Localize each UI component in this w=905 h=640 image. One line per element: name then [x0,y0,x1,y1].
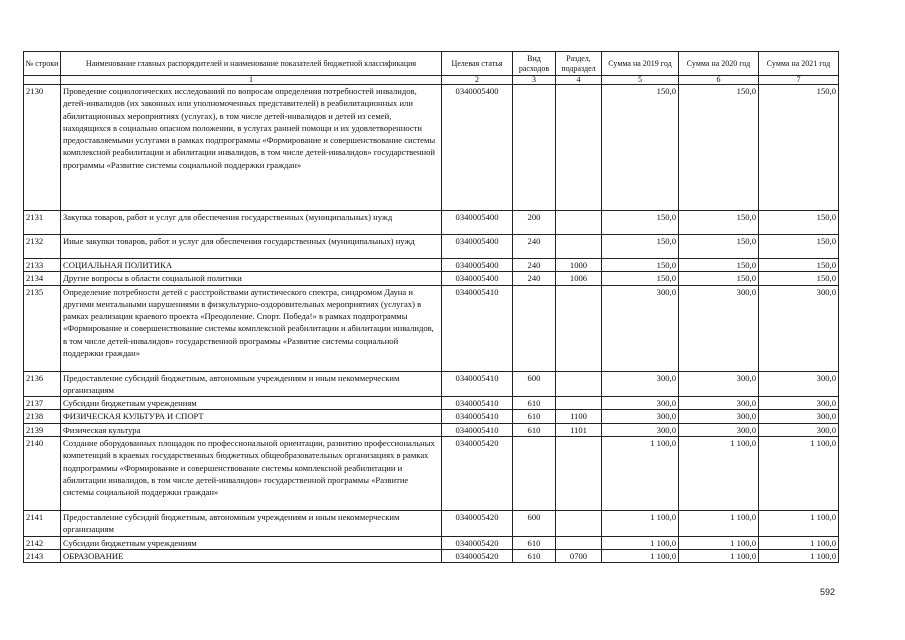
sum-2020: 1 100,0 [679,549,759,562]
row-number: 2134 [24,272,61,285]
sum-2021: 150,0 [759,259,839,272]
row-number: 2133 [24,259,61,272]
row-number: 2130 [24,85,61,211]
sum-2021: 1 100,0 [759,549,839,562]
section-code: 1006 [556,272,602,285]
expense-kind: 610 [513,549,556,562]
sum-2020: 1 100,0 [679,536,759,549]
row-name: Предоставление субсидий бюджетным, автономным учреждениям и иным некоммерческим организациям [61,511,442,537]
row-name: Иные закупки товаров, работ и услуг для обеспечения государственных (муниципальных) нужд [61,235,442,259]
table-row [24,423,839,436]
budget-table [23,51,839,563]
page-number: 592 [820,587,836,597]
sum-2019: 150,0 [602,272,679,285]
sum-2020: 300,0 [679,285,759,371]
expense-kind: 610 [513,397,556,410]
expense-kind: 610 [513,536,556,549]
sum-2021: 300,0 [759,371,839,397]
section-code [556,211,602,235]
section-code [556,235,602,259]
sum-2019: 300,0 [602,371,679,397]
target-code: 0340005420 [442,511,513,537]
expense-kind [513,285,556,371]
row-number: 2132 [24,235,61,259]
header-sum-2020: Сумма на 2020 год [679,52,759,76]
row-number: 2140 [24,437,61,511]
section-code: 1101 [556,423,602,436]
header-sum-2019: Сумма на 2019 год [602,52,679,76]
expense-kind: 600 [513,511,556,537]
target-code: 0340005420 [442,536,513,549]
row-number: 2142 [24,536,61,549]
row-name: СОЦИАЛЬНАЯ ПОЛИТИКА [61,259,442,272]
row-number: 2141 [24,511,61,537]
section-code [556,371,602,397]
row-number: 2139 [24,423,61,436]
expense-kind: 610 [513,410,556,423]
row-number: 2135 [24,285,61,371]
column-number: 4 [556,76,602,85]
sum-2020: 150,0 [679,211,759,235]
sum-2020: 150,0 [679,85,759,211]
target-code: 0340005400 [442,85,513,211]
table-row [24,259,839,272]
sum-2019: 1 100,0 [602,536,679,549]
column-number: 6 [679,76,759,85]
header-section: Раздел, подраздел [556,52,602,76]
expense-kind: 240 [513,259,556,272]
header-sum-2021: Сумма на 2021 год [759,52,839,76]
sum-2021: 150,0 [759,272,839,285]
column-number: 2 [442,76,513,85]
table-row [24,511,839,537]
row-name: Субсидии бюджетным учреждениям [61,397,442,410]
row-name: Создание оборудованных площадок по профессиональной ориентации, развитию профессиональных компетенций в краевых государственных бюджетных общеобразовательных организациях в рамках подпрограммы «Формирование и совершенствование системы комплексной реабилитации и абилитации инвалидов, в том числе детей-инвалидов» государственной программы «Развитие системы социальной поддержки граждан» [61,437,442,511]
column-number-row [24,76,839,85]
row-name: Закупка товаров, работ и услуг для обеспечения государственных (муниципальных) нужд [61,211,442,235]
row-name: Предоставление субсидий бюджетным, автономным учреждениям и иным некоммерческим организациям [61,371,442,397]
sum-2021: 300,0 [759,397,839,410]
section-code [556,85,602,211]
target-code: 0340005400 [442,272,513,285]
header-expense-kind: Вид расходов [513,52,556,76]
sum-2021: 300,0 [759,285,839,371]
sum-2020: 1 100,0 [679,437,759,511]
sum-2021: 150,0 [759,211,839,235]
row-name: Определение потребности детей с расстройствами аутистического спектра, синдромом Дауна и другими ментальными нарушениями в физкультурно-оздоровительных мероприятиях (услугах) в рамках реализации краевого проекта «Преодоление. Спорт. Победа!» в рамках подпрограммы «Формирование и совершенствование системы комплексной реабилитации и абилитации инвалидов, в том числе детей-инвалидов» государственной программы «Развитие системы социальной поддержки граждан» [61,285,442,371]
sum-2020: 150,0 [679,235,759,259]
sum-2019: 1 100,0 [602,511,679,537]
header-name: Наименование главных распорядителей и наименование показателей бюджетной классификация [61,52,442,76]
target-code: 0340005400 [442,211,513,235]
column-number: 1 [61,76,442,85]
sum-2019: 1 100,0 [602,549,679,562]
table-row [24,371,839,397]
row-name: Проведение социологических исследований по вопросам определения потребностей инвалидов, детей-инвалидов (их законных или уполномоченных представителей) в реабилитационных или абилитационных мероприятиях (услугах), в том числе детей-инвалидов и детей из семей, находящихся в социально опасном положении, в услугах ранней помощи и их удовлетворенности предоставляемыми услугами в рамках подпрограммы «Формирование и совершенствование системы комплексной реабилитации и абилитации инвалидов, в том числе детей-инвалидов» государственной программы «Развитие системы социальной поддержки граждан» [61,85,442,211]
table-row [24,536,839,549]
target-code: 0340005410 [442,423,513,436]
row-name: ФИЗИЧЕСКАЯ КУЛЬТУРА И СПОРТ [61,410,442,423]
row-name: Другие вопросы в области социальной политики [61,272,442,285]
table-row [24,437,839,511]
sum-2020: 300,0 [679,423,759,436]
table-row [24,211,839,235]
sum-2019: 150,0 [602,85,679,211]
sum-2020: 1 100,0 [679,511,759,537]
section-code [556,397,602,410]
sum-2021: 150,0 [759,235,839,259]
section-code: 0700 [556,549,602,562]
sum-2020: 150,0 [679,259,759,272]
section-code [556,511,602,537]
section-code [556,536,602,549]
column-number: 5 [602,76,679,85]
sum-2021: 150,0 [759,85,839,211]
expense-kind: 600 [513,371,556,397]
target-code: 0340005420 [442,549,513,562]
sum-2020: 300,0 [679,397,759,410]
table-row [24,410,839,423]
row-number: 2136 [24,371,61,397]
table-row [24,272,839,285]
section-code: 1100 [556,410,602,423]
row-number: 2131 [24,211,61,235]
row-number: 2138 [24,410,61,423]
target-code: 0340005400 [442,259,513,272]
header-row-number: № строки [24,52,61,76]
sum-2019: 1 100,0 [602,437,679,511]
expense-kind: 200 [513,211,556,235]
table-row [24,85,839,211]
table-row [24,285,839,371]
row-number: 2143 [24,549,61,562]
budget-sheet [23,51,838,563]
sum-2019: 150,0 [602,259,679,272]
sum-2020: 300,0 [679,371,759,397]
expense-kind: 240 [513,235,556,259]
target-code: 0340005400 [442,235,513,259]
target-code: 0340005410 [442,285,513,371]
column-number: 7 [759,76,839,85]
sum-2019: 300,0 [602,397,679,410]
target-code: 0340005410 [442,371,513,397]
sum-2021: 300,0 [759,410,839,423]
sum-2019: 150,0 [602,211,679,235]
section-code [556,437,602,511]
expense-kind: 610 [513,423,556,436]
section-code [556,285,602,371]
table-row [24,235,839,259]
sum-2020: 150,0 [679,272,759,285]
sum-2019: 300,0 [602,410,679,423]
sum-2021: 1 100,0 [759,511,839,537]
sum-2021: 300,0 [759,423,839,436]
target-code: 0340005420 [442,437,513,511]
table-row [24,549,839,562]
row-name: Субсидии бюджетным учреждениям [61,536,442,549]
expense-kind [513,437,556,511]
sum-2019: 150,0 [602,235,679,259]
header-target-code: Целевая статья [442,52,513,76]
sum-2019: 300,0 [602,285,679,371]
target-code: 0340005410 [442,397,513,410]
row-name: Физическая культура [61,423,442,436]
target-code: 0340005410 [442,410,513,423]
row-number: 2137 [24,397,61,410]
section-code: 1000 [556,259,602,272]
sum-2020: 300,0 [679,410,759,423]
sum-2019: 300,0 [602,423,679,436]
row-name: ОБРАЗОВАНИЕ [61,549,442,562]
column-number: 3 [513,76,556,85]
header-row [24,52,839,76]
expense-kind: 240 [513,272,556,285]
column-number [24,76,61,85]
sum-2021: 1 100,0 [759,437,839,511]
table-row [24,397,839,410]
sum-2021: 1 100,0 [759,536,839,549]
expense-kind [513,85,556,211]
